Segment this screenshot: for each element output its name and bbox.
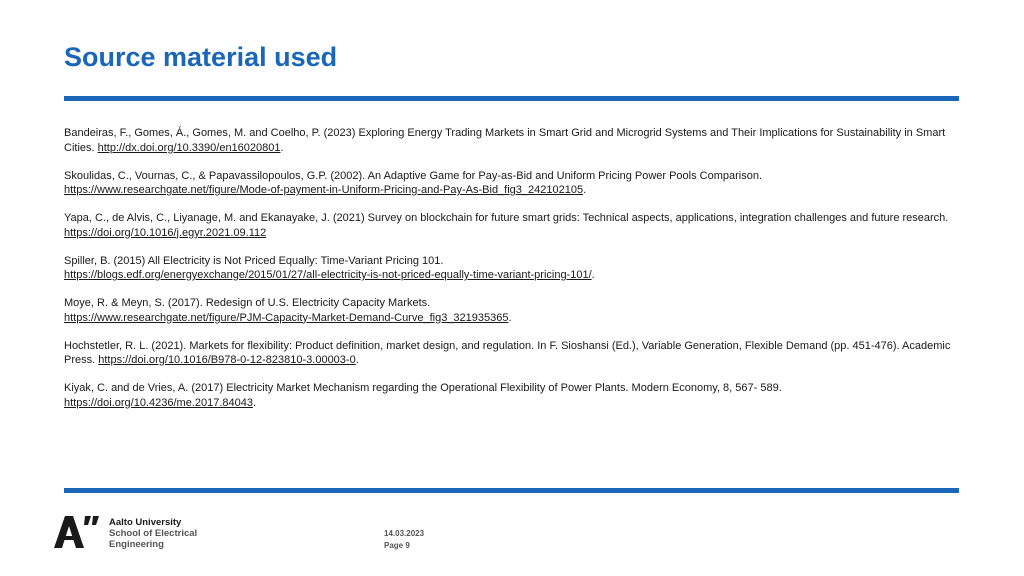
reference-text: Bandeiras, F., Gomes, Á., Gomes, M. and Coelho, P. (2023) Exploring Energy Trading Markets in Smart Grid and Microgrid Systems and Their Implications for Sustainability in Smart Cities. — [64, 127, 946, 154]
school-name-line2: Engineering — [109, 539, 164, 550]
university-name: Aalto University — [109, 517, 182, 528]
reference-text: Spiller, B. (2015) All Electricity is Not Priced Equally: Time-Variant Pricing 101. — [64, 254, 444, 267]
reference-list — [64, 126, 976, 424]
page-title: Source material used — [64, 42, 338, 72]
top-divider — [64, 96, 959, 101]
organization-name — [109, 517, 197, 550]
reference-item — [64, 381, 976, 410]
reference-item — [64, 339, 976, 368]
reference-item — [64, 296, 976, 325]
reference-link[interactable]: https://blogs.edf.org/energyexchange/2015/01/27/all-electricity-is-not-priced-equally-time-variant-pricing-101/ — [64, 269, 592, 281]
reference-link[interactable]: http://dx.doi.org/10.3390/en16020801 — [97, 141, 281, 154]
page-number: Page 9 — [384, 540, 410, 550]
reference-item — [64, 254, 976, 283]
reference-suffix: . — [252, 396, 257, 409]
bottom-divider — [64, 488, 959, 493]
reference-item — [64, 126, 976, 155]
reference-text: Kiyak, C. and de Vries, A. (2017) Electricity Market Mechanism regarding the Operational Flexibility of Power Plants. Modern Economy, 8, 567- 589. — [64, 382, 782, 394]
slide-date: 14.03.2023 — [384, 529, 425, 538]
reference-suffix: . — [355, 354, 359, 366]
reference-text: Hochstetler, R. L. (2021). Markets for flexibility: Product definition, market design, and regulation. In F. Sioshansi (Ed.), Variable Generation, Flexible Demand (pp. 451-476). Academic Press. — [64, 339, 951, 366]
reference-text: Moye, R. & Meyn, S. (2017). Redesign of U.S. Electricity Capacity Markets. — [64, 297, 431, 309]
reference-suffix: . — [583, 184, 587, 196]
slide-meta — [384, 528, 424, 551]
reference-suffix: . — [591, 269, 595, 281]
reference-suffix: . — [280, 141, 284, 154]
reference-link[interactable]: https://doi.org/10.1016/j.egyr.2021.09.112 — [64, 226, 267, 239]
reference-link[interactable]: https://www.researchgate.net/figure/PJM-Capacity-Market-Demand-Curve_fig3_321935365 — [64, 311, 509, 324]
reference-text: Skoulidas, C., Vournas, C., & Papavassilopoulos, G.P. (2002). An Adaptive Game for Pay-as-Bid and Uniform Pricing Power Pools Comparison. — [64, 169, 763, 182]
reference-link[interactable]: https://www.researchgate.net/figure/Mode-of-payment-in-Uniform-Pricing-and-Pay-As-Bid_fig3_242102105 — [64, 184, 584, 196]
reference-link[interactable]: https://doi.org/10.4236/me.2017.84043 — [64, 396, 253, 409]
reference-suffix: . — [508, 311, 512, 324]
reference-item — [64, 211, 976, 240]
school-name-line1: School of Electrical — [109, 528, 198, 539]
reference-item — [64, 169, 976, 198]
reference-text: Yapa, C., de Alvis, C., Liyanage, M. and Ekanayake, J. (2021) Survey on blockchain for future smart grids: Technical aspects, applications, integration challenges and future research. — [64, 212, 949, 224]
aalto-logo-icon — [54, 516, 100, 548]
reference-link[interactable]: https://doi.org/10.1016/B978-0-12-823810-3.00003-0 — [98, 354, 356, 366]
